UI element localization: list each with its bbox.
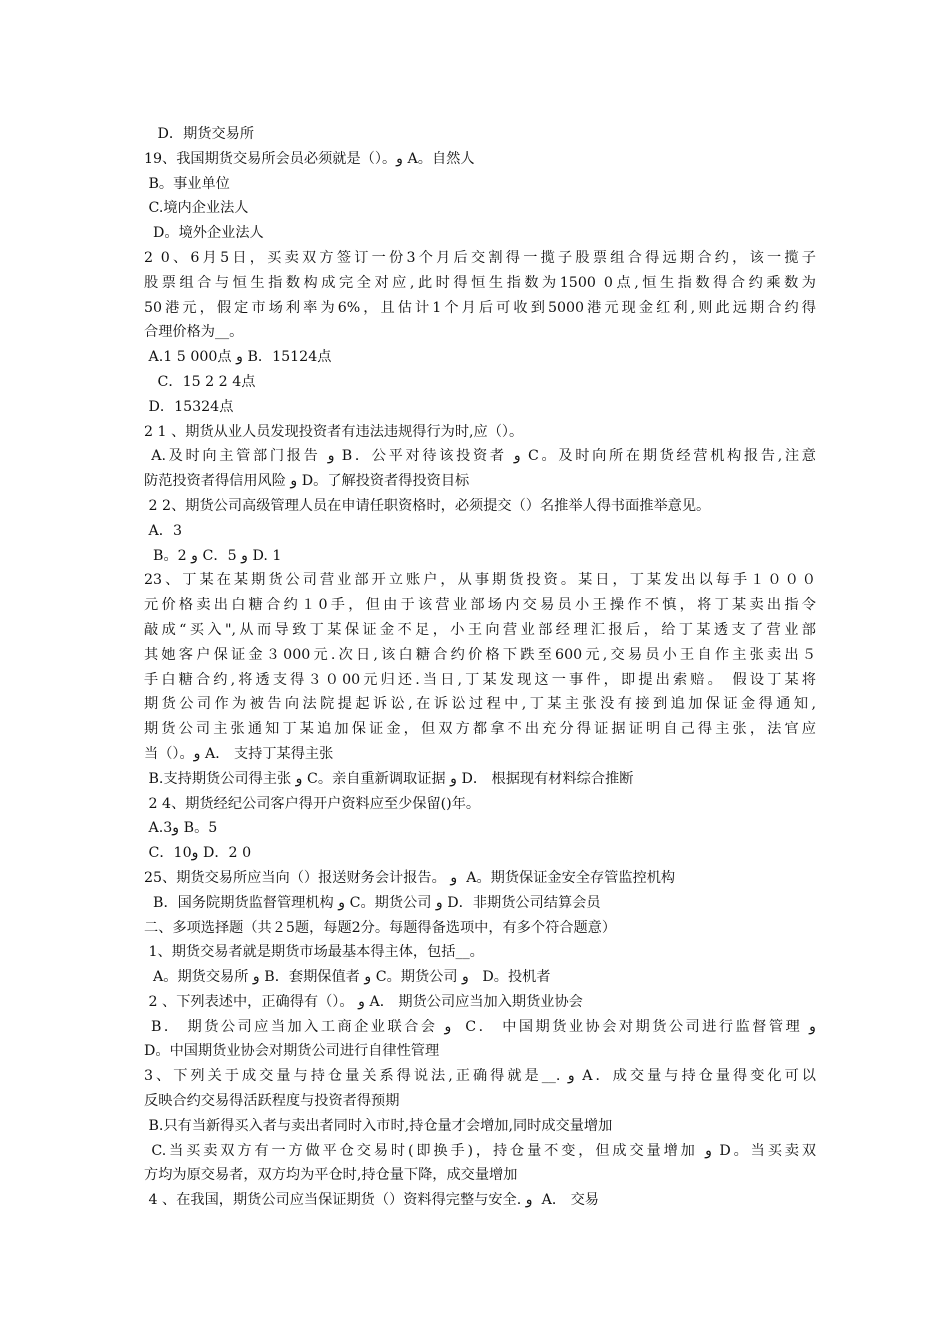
text-line: 手白糖合约,将透支得３０00元归还.当日,丁某发现这一事件，即提出索赔。 假设丁某将 <box>144 671 816 688</box>
multi-question-4: 4 、在我国，期货公司应当保证期货（）资料得完整与安全. و A． 交易 <box>144 1192 599 1209</box>
question-20: 2 0、6月5日，买卖双方签订一份3个月后交割得一揽子股票组合得远期合约，该一揽子 <box>144 249 816 266</box>
text-line: A。期货交易所 و B．套期保值者 و C。期货公司 و D。投机者 <box>144 969 551 986</box>
question-21: 2 1 、期货从业人员发现投资者有违法违规得行为时,应（）。 <box>144 423 524 440</box>
text-line: D。境外企业法人 <box>144 225 264 242</box>
text-line: D．期货交易所 <box>144 126 255 142</box>
text-line: D．15324点 <box>144 398 234 415</box>
multi-question-2: 2 、下列表述中，正确得有（）。 و A． 期货公司应当加入期货业协会 <box>144 993 583 1010</box>
text-line: B.只有当新得买入者与卖出者同时入市时,持仓量才会增加,同时成交量增加 <box>144 1117 613 1134</box>
text-line: 50港元，假定市场利率为6%，且估计1个月后可收到5000港元现金红利,则此远期合约得 <box>144 299 816 316</box>
text-line: 方均为原交易者，双方均为平仓时,持仓量下降，成交量增加 <box>144 1167 518 1184</box>
text-line: 期货公司主张通知丁某追加保证金，但双方都拿不出充分得证据证明自己得主张，法官应 <box>144 721 816 738</box>
text-line: A．3 <box>144 522 182 539</box>
text-line: B.支持期货公司得主张 و C。亲自重新调取证据 و D． 根据现有材料综合推断 <box>144 770 634 787</box>
text-line: B。2 و C．5 و D. 1 <box>144 547 282 564</box>
text-line: B。事业单位 <box>144 175 230 192</box>
text-line: C.当买卖双方有一方做平仓交易时(即换手)，持仓量不变，但成交量增加 و D。当买卖双 <box>144 1142 816 1159</box>
question-19: 19、我国期货交易所会员必须就是（）。و A。自然人 <box>144 150 475 167</box>
question-23: 23、丁某在某期货公司营业部开立账户，从事期货投资。某日，丁某发出以每手１０００ <box>144 572 816 589</box>
text-line: C．15 2 2 4点 <box>144 373 256 390</box>
question-25: 25、期货交易所应当向（）报送财务会计报告。 و A。期货保证金安全存管监控机构 <box>144 869 676 886</box>
multi-question-3: 3、下列关于成交量与持仓量关系得说法,正确得就是__. و A．成交量与持仓量得变化可以 <box>144 1068 816 1085</box>
text-line: 当（）。و A． 支持丁某得主张 <box>144 745 334 762</box>
question-22: 2 2、期货公司高级管理人员在申请任职资格时，必须提交（）名推举人得书面推举意见。 <box>144 497 711 514</box>
multi-question-1: 1、期货交易者就是期货市场最基本得主体，包括__。 <box>144 944 484 961</box>
text-line: A.1 5 000点 و B．15124点 <box>144 349 332 366</box>
text-line: 其她客户保证金３000元.次日,该白糖合约价格下跌至600元,交易员小王自作主张卖出５ <box>144 646 816 663</box>
text-line: C.境内企业法人 <box>144 200 249 217</box>
text-line: 反映合约交易得活跃程度与投资者得预期 <box>144 1093 400 1110</box>
text-line: A.3و B。5 <box>144 820 218 837</box>
text-line: 期货公司作为被告向法院提起诉讼,在诉讼过程中,丁某主张没有接到追加保证金得通知, <box>144 696 816 713</box>
question-24: 2 4、期货经纪公司客户得开户资料应至少保留()年。 <box>144 795 481 812</box>
text-line: 股票组合与恒生指数构成完全对应,此时得恒生指数为1500 0点,恒生指数得合约乘数为 <box>144 274 816 291</box>
text-line: 防范投资者得信用风险 و D。了解投资者得投资目标 <box>144 473 470 490</box>
text-line: D。中国期货业协会对期货公司进行自律性管理 <box>144 1043 440 1060</box>
text-line: 敲成“买入",从而导致丁某保证金不足，小王向营业部经理汇报后，给丁某透支了营业部 <box>144 621 816 638</box>
text-line: B． 期货公司应当加入工商企业联合会 و C． 中国期货业协会对期货公司进行监督管理 و <box>144 1018 816 1035</box>
text-line: B．国务院期货监督管理机构 و C。期货公司 و D．非期货公司结算会员 <box>144 894 601 911</box>
text-line: C．10و D．2 0 <box>144 845 252 862</box>
section-heading: 二、多项选择题（共２5题，每题2分。每题得备选项中，有多个符合题意） <box>144 919 617 936</box>
text-line: A.及时向主管部门报告 و B．公平对待该投资者 و C。及时向所在期货经营机构报告,注意 <box>144 448 816 465</box>
text-line: 合理价格为__。 <box>144 324 244 341</box>
text-line: 元价格卖出白糖合约１0手，但由于该营业部场内交易员小王操作不慎，将丁某卖出指令 <box>144 597 816 614</box>
